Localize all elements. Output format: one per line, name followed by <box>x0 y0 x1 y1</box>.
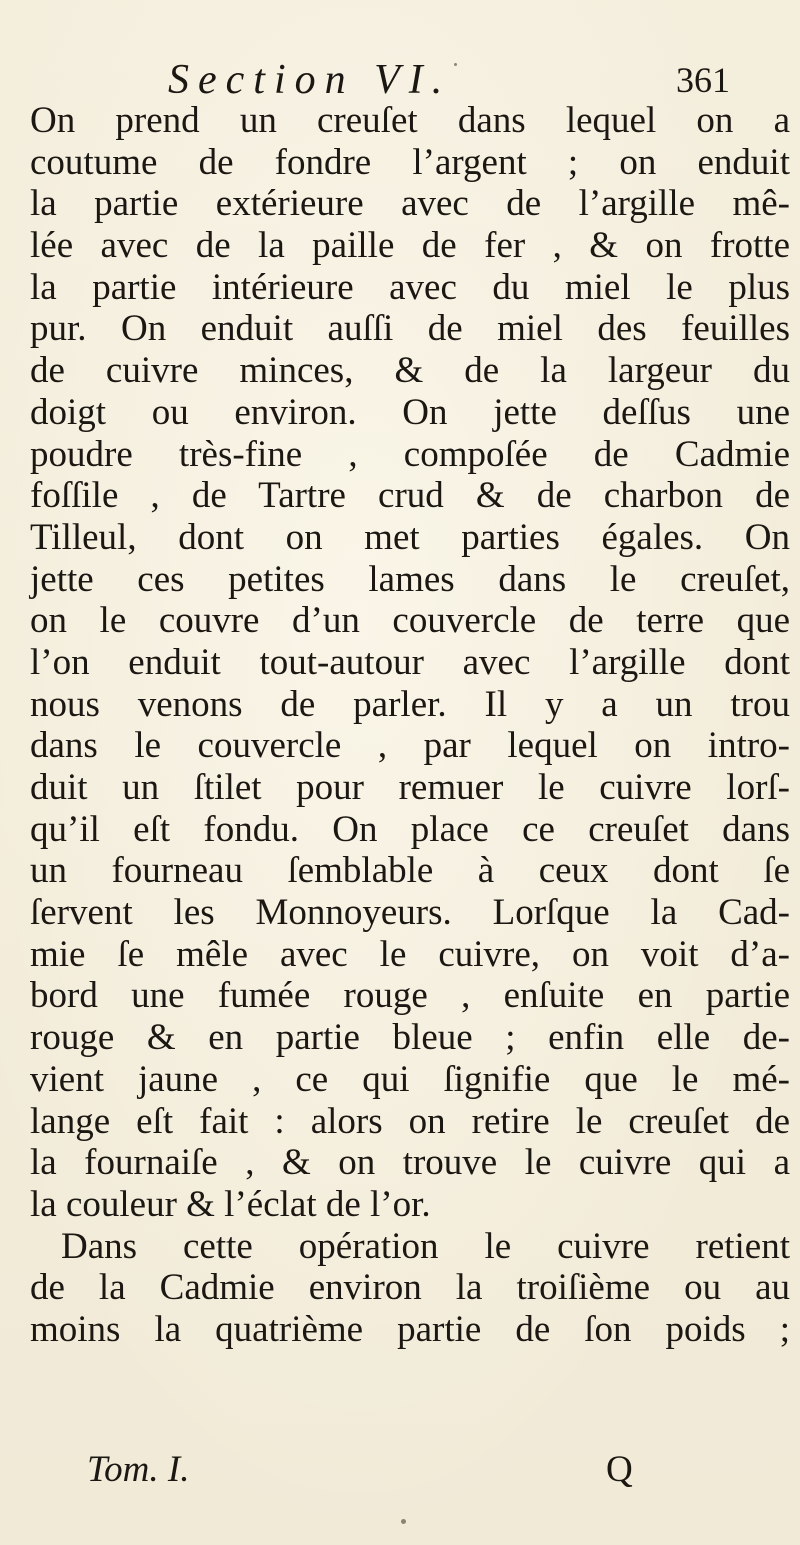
text-line: jette ces petites lames dans le creuſet, <box>30 558 790 600</box>
text-line: dans le couvercle , par lequel on intro- <box>30 725 790 767</box>
text-line: un fourneau ſemblable à ceux dont ſe <box>30 850 790 892</box>
text-line: pur. On enduit auſſi de miel des feuilles <box>30 308 790 350</box>
text-line: la partie extérieure avec de l’argille mê- <box>30 183 790 225</box>
text-line: On prend un creuſet dans lequel on a <box>30 100 790 141</box>
text-line: doigt ou environ. On jette deſſus une <box>30 391 790 433</box>
text-line: mie ſe mêle avec le cuivre, on voit d’a- <box>30 933 790 975</box>
text-line: poudre très-fine , compoſée de Cadmie <box>30 433 790 475</box>
paper-speck <box>454 63 457 66</box>
running-head-title: Section VI. <box>168 57 452 103</box>
text-line: la partie intérieure avec du miel le plus <box>30 266 790 308</box>
text-line: de la Cadmie environ la troiſième ou au <box>30 1267 790 1309</box>
page-number: 361 <box>676 60 730 100</box>
body-text <box>30 100 790 1351</box>
text-line: bord une fumée rouge , enſuite en partie <box>30 975 790 1017</box>
text-line: Tilleul, dont on met parties égales. On <box>30 516 790 558</box>
text-line: moins la quatrième partie de ſon poids ; <box>30 1308 790 1350</box>
text-line: lange eſt fait : alors on retire le creuſet de <box>30 1100 790 1142</box>
volume-mark: Tom. I. <box>87 1449 190 1490</box>
paper-speck <box>401 1519 406 1524</box>
text-line: qu’il eſt fondu. On place ce creuſet dans <box>30 808 790 850</box>
text-line: lée avec de la paille de fer , & on frotte <box>30 225 790 267</box>
text-line: ſervent les Monnoyeurs. Lorſque la Cad- <box>30 892 790 934</box>
text-line: la fournaiſe , & on trouve le cuivre qui a <box>30 1142 790 1184</box>
text-line: foſſile , de Tartre crud & de charbon de <box>30 475 790 517</box>
text-line: nous venons de parler. Il y a un trou <box>30 683 790 725</box>
text-line: rouge & en partie bleue ; enfin elle de- <box>30 1017 790 1059</box>
text-line: on le couvre d’un couvercle de terre que <box>30 600 790 642</box>
text-line: duit un ſtilet pour remuer le cuivre lorſ- <box>30 767 790 808</box>
text-line: vient jaune , ce qui ſignifie que le mé- <box>30 1058 790 1100</box>
text-line: coutume de fondre l’argent ; on enduit <box>30 141 790 183</box>
signature-mark: Q <box>606 1449 633 1490</box>
paragraph-first-line: Dans cette opération le cuivre retient <box>61 1225 790 1267</box>
text-line: de cuivre minces, & de la largeur du <box>30 350 790 392</box>
text-line: l’on enduit tout-autour avec l’argille dont <box>30 641 790 683</box>
paragraph-last-line: la couleur & l’éclat de l’or. <box>30 1183 431 1225</box>
